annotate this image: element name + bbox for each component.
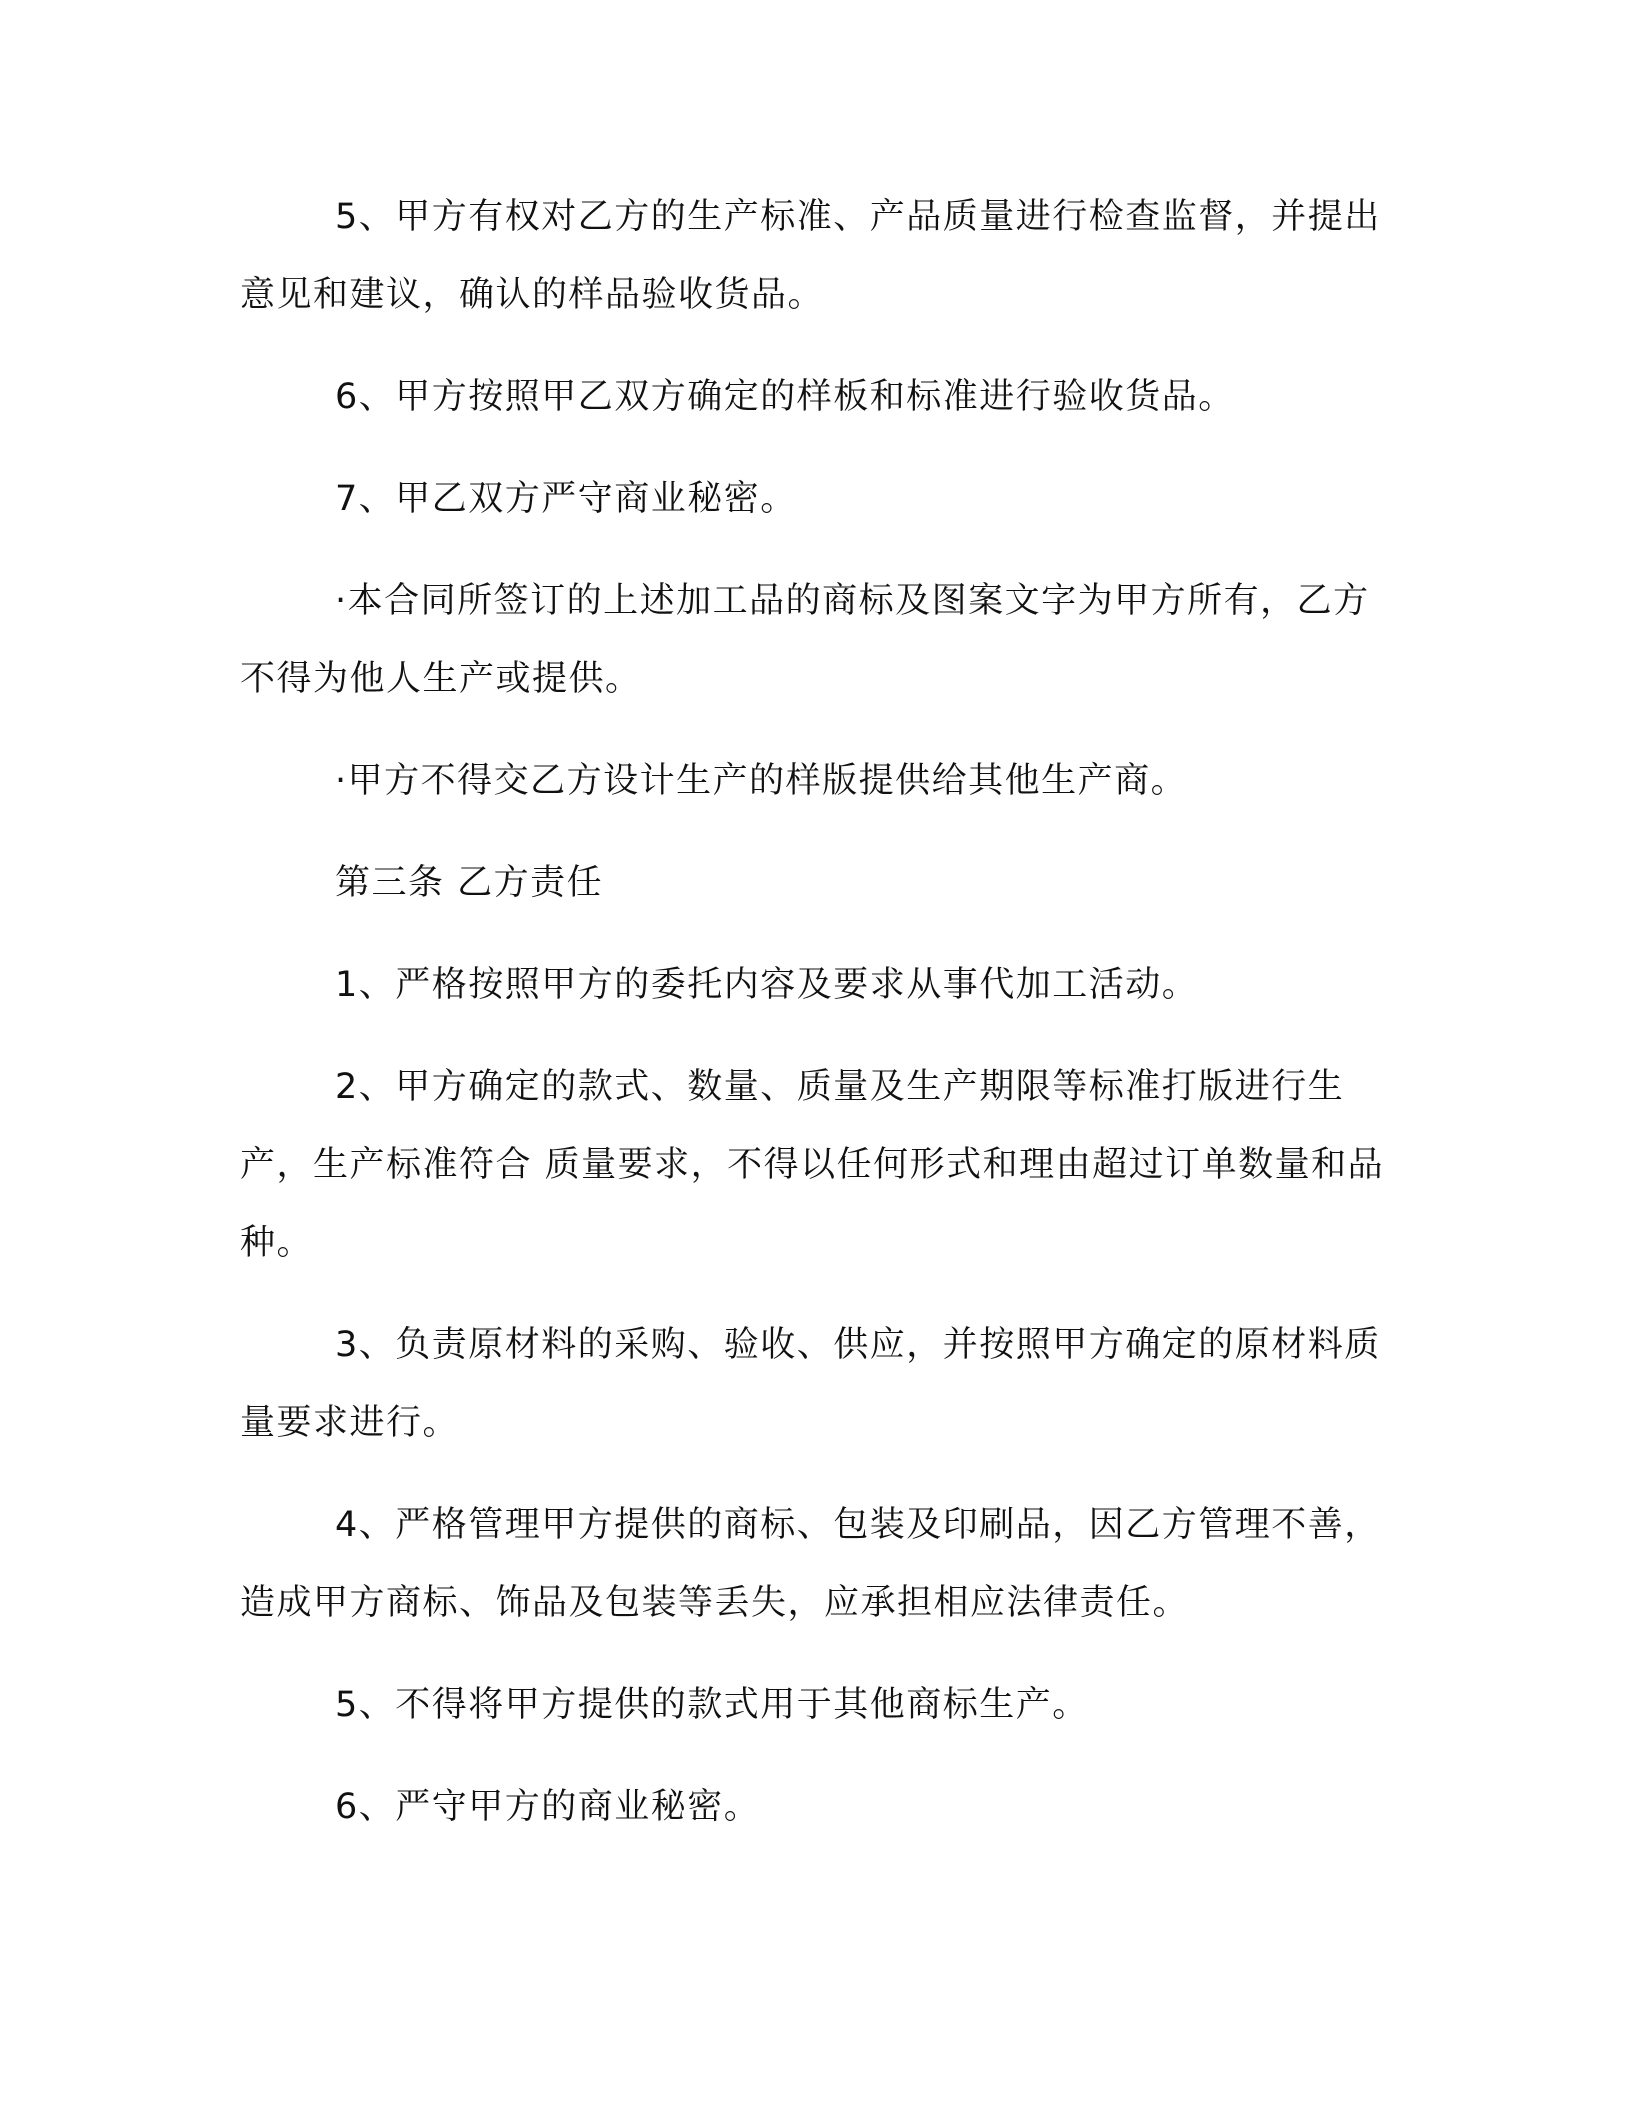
paragraph-duty-6: 6、严守甲方的商业秘密。 xyxy=(335,1787,761,1827)
section-heading-article-3: 第三条 乙方责任 xyxy=(335,863,604,903)
paragraph-clause-6-acceptance: 6、甲方按照甲乙双方确定的样板和标准进行验收货品。 xyxy=(335,377,1235,417)
paragraph-bullet-trademark: ·本合同所签订的上述加工品的商标及图案文字为甲方所有，乙方不得为他人生产或提供。 xyxy=(240,581,1370,699)
paragraph-duty-4: 4、严格管理甲方提供的商标、包装及印刷品，因乙方管理不善，造成甲方商标、饰品及包装等丢失，应承担相应法律责任。 xyxy=(240,1505,1381,1623)
paragraph-duty-1: 1、严格按照甲方的委托内容及要求从事代加工活动。 xyxy=(335,965,1199,1005)
paragraph-bullet-samples: ·甲方不得交乙方设计生产的样版提供给其他生产商。 xyxy=(335,761,1188,801)
paragraph-clause-5-inspection: 5、甲方有权对乙方的生产标准、产品质量进行检查监督，并提出意见和建议，确认的样品验收货品。 xyxy=(240,197,1381,315)
paragraph-duty-3: 3、负责原材料的采购、验收、供应，并按照甲方确定的原材料质量要求进行。 xyxy=(240,1325,1381,1443)
document-body xyxy=(240,178,1390,1870)
paragraph-duty-5: 5、不得将甲方提供的款式用于其他商标生产。 xyxy=(335,1685,1089,1725)
paragraph-clause-7-secrets: 7、甲乙双方严守商业秘密。 xyxy=(335,479,797,519)
paragraph-duty-2: 2、甲方确定的款式、数量、质量及生产期限等标准打版进行生产，生产标准符合 质量要求，不得以任何形式和理由超过订单数量和品种。 xyxy=(240,1067,1385,1263)
